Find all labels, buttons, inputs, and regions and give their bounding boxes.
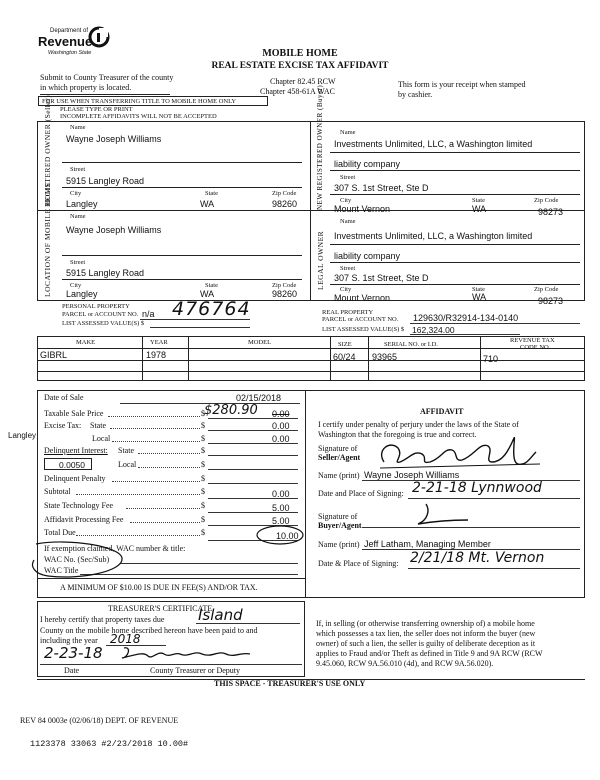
- total-due-dollar: $: [201, 528, 205, 537]
- legal-name-2[interactable]: liability company: [334, 251, 401, 261]
- exemption-label: If exemption claimed, WAC number & title:: [44, 544, 186, 553]
- real-assessed-label: LIST ASSESSED VALUE(S) $: [322, 326, 405, 333]
- personal-parcel-label2: PARCEL or ACCOUNT NO.: [62, 311, 139, 318]
- buyer-date-place[interactable]: 2/21/18 Mt. Vernon: [410, 550, 545, 566]
- personal-parcel-label1: PERSONAL PROPERTY: [62, 303, 130, 310]
- new-owner-side-label: NEW REGISTERED OWNER (Buyer): [316, 84, 324, 210]
- seller-print-name[interactable]: Wayne Joseph Williams: [364, 470, 460, 480]
- buyer-date-label: Date & Place of Signing:: [318, 559, 399, 568]
- seller-print-label: Name (print): [318, 471, 360, 480]
- legal-city-label: City: [340, 286, 352, 293]
- legal-zip-label: Zip Code: [534, 286, 559, 293]
- legal-street[interactable]: 307 S. 1st Street, Ste D: [334, 273, 429, 283]
- vehicle-serial[interactable]: 93965: [372, 352, 398, 362]
- vehicle-table: [37, 336, 585, 381]
- interest-local-dollar: $: [201, 460, 205, 469]
- treasurer-title: TREASURER'S CERTIFICATE: [108, 604, 213, 613]
- treasurer-signature[interactable]: [118, 644, 268, 664]
- incomplete-note: INCOMPLETE AFFIDAVITS WILL NOT BE ACCEPTED: [60, 113, 217, 120]
- excise-state-label: State: [90, 421, 106, 430]
- vehicle-make[interactable]: GIBRL: [40, 350, 68, 360]
- personal-parcel-handwritten: 476764: [172, 298, 251, 320]
- excise-state[interactable]: 0.00: [272, 421, 290, 431]
- dept-state: Washington State: [48, 50, 92, 56]
- legal-state-label: State: [472, 286, 485, 293]
- sale-price-label: Taxable Sale Price: [44, 409, 104, 418]
- col-code-1: REVENUE TAX: [510, 337, 555, 344]
- col-code-2: CODE NO.: [520, 344, 551, 351]
- treasurer-year[interactable]: 2018: [110, 632, 141, 646]
- processing-fee-dollar: $: [201, 515, 205, 524]
- location-name[interactable]: Wayne Joseph Williams: [66, 225, 162, 235]
- col-size: SIZE: [338, 341, 352, 348]
- processing-fee-label: Affidavit Processing Fee: [44, 515, 124, 524]
- form-revision: REV 84 0003e (02/06/18) DEPT. OF REVENUE: [20, 716, 179, 725]
- col-year: YEAR: [150, 339, 168, 346]
- vehicle-code[interactable]: 710: [483, 354, 499, 364]
- legal-owner-side-label: LEGAL OWNER: [316, 230, 325, 290]
- location-state-label: State: [205, 282, 218, 289]
- seller-signature[interactable]: [370, 432, 550, 474]
- treasurer-date-label: Date: [64, 666, 80, 675]
- sale-price-dollar: $: [201, 409, 205, 418]
- chapter-1: Chapter 82.45 RCW: [270, 77, 336, 86]
- seller-zip-label: Zip Code: [272, 190, 297, 197]
- treasurer-label: County Treasurer or Deputy: [150, 666, 240, 675]
- col-serial: SERIAL NO. or I.D.: [384, 341, 438, 348]
- buyer-name-2[interactable]: liability company: [334, 159, 401, 169]
- wac-title-label: WAC Title: [44, 566, 79, 575]
- location-street-label: Street: [70, 259, 86, 266]
- location-zip-label: Zip Code: [272, 282, 297, 289]
- dept-small: Department of: [50, 28, 89, 34]
- warning-line2: which possesses a tax lien, the seller does not inform the buyer (new: [316, 629, 536, 638]
- exemption-circle-mark: [28, 538, 128, 582]
- buyer-city-label: City: [340, 197, 352, 204]
- treasurer-line2: County on the mobile home described hereon have been paid to and: [40, 626, 258, 635]
- dept-large: Revenue: [38, 34, 93, 49]
- transfer-note: FOR USE WHEN TRANSFERRING TITLE TO MOBILE HOME ONLY: [38, 96, 268, 106]
- buyer-state[interactable]: WA: [472, 204, 487, 214]
- subtotal[interactable]: 0.00: [272, 489, 290, 499]
- excise-state-dollar: $: [201, 421, 205, 430]
- warning-line3: owner) of such a lien, the seller is guilty of deliberate deception as it: [316, 639, 536, 648]
- seller-zip[interactable]: 98260: [272, 199, 298, 209]
- minimum-note: A MINIMUM OF $10.00 IS DUE IN FEE(S) AND/OR TAX.: [60, 583, 258, 592]
- registered-owner-side-label: REGISTERED OWNER (Seller): [43, 94, 52, 207]
- vehicle-year[interactable]: 1978: [146, 350, 167, 360]
- treasurer-line1: I hereby certify that property taxes due: [40, 615, 165, 624]
- margin-text: Langley: [8, 431, 37, 440]
- legal-city[interactable]: Mount Vernon: [334, 293, 391, 303]
- excise-local-dollar: $: [201, 434, 205, 443]
- seller-sig-label1: Signature of: [318, 444, 358, 453]
- total-due[interactable]: 10.00: [276, 531, 299, 541]
- revenue-logo: [38, 26, 118, 62]
- affidavit-title: AFFIDAVIT: [420, 407, 464, 416]
- location-name-label: Name: [70, 213, 86, 220]
- tech-fee-dollar: $: [201, 501, 205, 510]
- personal-parcel-value[interactable]: n/a: [142, 309, 155, 319]
- legal-zip[interactable]: 98273: [538, 296, 564, 306]
- interest-state-label: State: [118, 446, 134, 455]
- col-make: MAKE: [76, 339, 96, 346]
- date-of-sale[interactable]: 02/15/2018: [236, 393, 282, 403]
- delinquent-interest-label: Delinquent Interest:: [44, 446, 108, 455]
- seller-state[interactable]: WA: [200, 199, 215, 209]
- seller-name-label: Name: [70, 124, 86, 131]
- treasurer-county[interactable]: Island: [198, 606, 243, 624]
- seller-city-label: City: [70, 190, 82, 197]
- affidavit-text-1: I certify under penalty of perjury under the laws of the State of: [318, 420, 519, 429]
- legal-name[interactable]: Investments Unlimited, LLC, a Washington limited: [334, 231, 533, 241]
- sale-price-typed[interactable]: 0.00: [272, 409, 290, 419]
- interest-rate[interactable]: 0.0050: [44, 458, 92, 470]
- buyer-zip[interactable]: 98273: [538, 207, 564, 217]
- form-title: [200, 48, 400, 71]
- tech-fee-label: State Technology Fee: [44, 501, 114, 510]
- location-side-label: LOCATION OF MOBILE HOME: [43, 181, 52, 297]
- excise-local-label: Local: [92, 434, 111, 443]
- penalty-dollar: $: [201, 474, 205, 483]
- buyer-zip-label: Zip Code: [534, 197, 559, 204]
- excise-label: Excise Tax:: [44, 421, 82, 430]
- interest-state-dollar: $: [201, 446, 205, 455]
- buyer-state-label: State: [472, 197, 485, 204]
- seller-street-label: Street: [70, 166, 86, 173]
- subtotal-label: Subtotal: [44, 487, 71, 496]
- buyer-street-label: Street: [340, 174, 356, 181]
- real-parcel-label2: PARCEL or ACCOUNT NO.: [322, 316, 399, 323]
- buyer-city[interactable]: Mount Vernon: [334, 204, 391, 214]
- buyer-sig-label2: Buyer/Agent: [318, 521, 362, 530]
- wac-no-label: WAC No. (Sec/Sub): [44, 555, 110, 564]
- real-assessed-value[interactable]: 162,324.00: [412, 325, 455, 335]
- legal-name-label: Name: [340, 218, 356, 225]
- real-parcel-label1: REAL PROPERTY: [322, 309, 374, 316]
- seller-name[interactable]: Wayne Joseph Williams: [66, 134, 162, 144]
- buyer-name[interactable]: Investments Unlimited, LLC, a Washington limited: [334, 139, 533, 149]
- print-note: PLEASE TYPE OR PRINT: [60, 106, 133, 113]
- location-city[interactable]: Langley: [66, 289, 98, 299]
- legal-state[interactable]: WA: [472, 292, 487, 302]
- seller-date-place[interactable]: 2-21-18 Lynnwood: [412, 480, 542, 496]
- submit-line1: Submit to County Treasurer of the county: [40, 73, 174, 82]
- warning-line1: If, in selling (or otherwise transferring ownership of) a mobile home: [316, 619, 535, 628]
- receipt-line2: by cashier.: [398, 90, 433, 99]
- treasurer-date[interactable]: 2-23-18: [44, 644, 103, 662]
- seller-street[interactable]: 5915 Langley Road: [66, 176, 145, 186]
- warning-line5: 9.45.060, RCW 9A.56.010 (4d), and RCW 9A.56.020).: [316, 659, 494, 668]
- interest-local-label: Local: [118, 460, 137, 469]
- title-line2: REAL ESTATE EXCISE TAX AFFIDAVIT: [211, 61, 389, 71]
- title-line1: MOBILE HOME: [262, 48, 338, 59]
- sale-price-handwritten: $280.90: [204, 403, 258, 418]
- list-assessed-label: LIST ASSESSED VALUE(S) $: [62, 320, 145, 327]
- location-city-label: City: [70, 282, 82, 289]
- warning-line4: applies to Fraud and/or Theft as defined in Title 9 and 9A RCW (RCW: [316, 649, 543, 658]
- receipt-stamp: 1123378 33063 #2/23/2018 10.00#: [30, 739, 189, 749]
- location-street[interactable]: 5915 Langley Road: [66, 268, 145, 278]
- total-circle-mark: [255, 524, 305, 546]
- buyer-name-label: Name: [340, 129, 356, 136]
- processing-fee[interactable]: 5.00: [272, 516, 290, 526]
- location-state[interactable]: WA: [200, 289, 215, 299]
- treasurer-line3: including the year: [40, 636, 98, 645]
- buyer-signature[interactable]: [400, 500, 480, 530]
- receipt-line1: This form is your receipt when stamped: [398, 80, 526, 89]
- seller-state-label: State: [205, 190, 218, 197]
- buyer-sig-label1: Signature of: [318, 512, 358, 521]
- legal-street-label: Street: [340, 265, 356, 272]
- buyer-street[interactable]: 307 S. 1st Street, Ste D: [334, 183, 429, 193]
- buyer-print-name[interactable]: Jeff Latham, Managing Member: [364, 539, 491, 549]
- date-of-sale-label: Date of Sale: [44, 393, 84, 402]
- location-zip[interactable]: 98260: [272, 289, 298, 299]
- delinquent-penalty-label: Delinquent Penalty: [44, 474, 106, 483]
- chapter-2: Chapter 458-61A WAC: [260, 87, 335, 96]
- vehicle-size[interactable]: 60/24: [333, 352, 356, 362]
- seller-sig-label2: Seller/Agent: [318, 453, 361, 462]
- affidavit-text-2: Washington that the foregoing is true and correct.: [318, 430, 477, 439]
- subtotal-dollar: $: [201, 487, 205, 496]
- col-model: MODEL: [248, 339, 272, 346]
- submit-line2: in which property is located.: [40, 83, 132, 92]
- buyer-print-label: Name (print): [318, 540, 360, 549]
- tech-fee[interactable]: 5.00: [272, 503, 290, 513]
- treasurer-use-only: THIS SPACE - TREASURER'S USE ONLY: [214, 679, 366, 688]
- seller-date-label: Date and Place of Signing:: [318, 489, 404, 498]
- real-parcel-value[interactable]: 129630/R32914-134-0140: [413, 313, 519, 323]
- total-due-label: Total Due: [44, 528, 76, 537]
- excise-local[interactable]: 0.00: [272, 434, 290, 444]
- seller-city[interactable]: Langley: [66, 199, 98, 209]
